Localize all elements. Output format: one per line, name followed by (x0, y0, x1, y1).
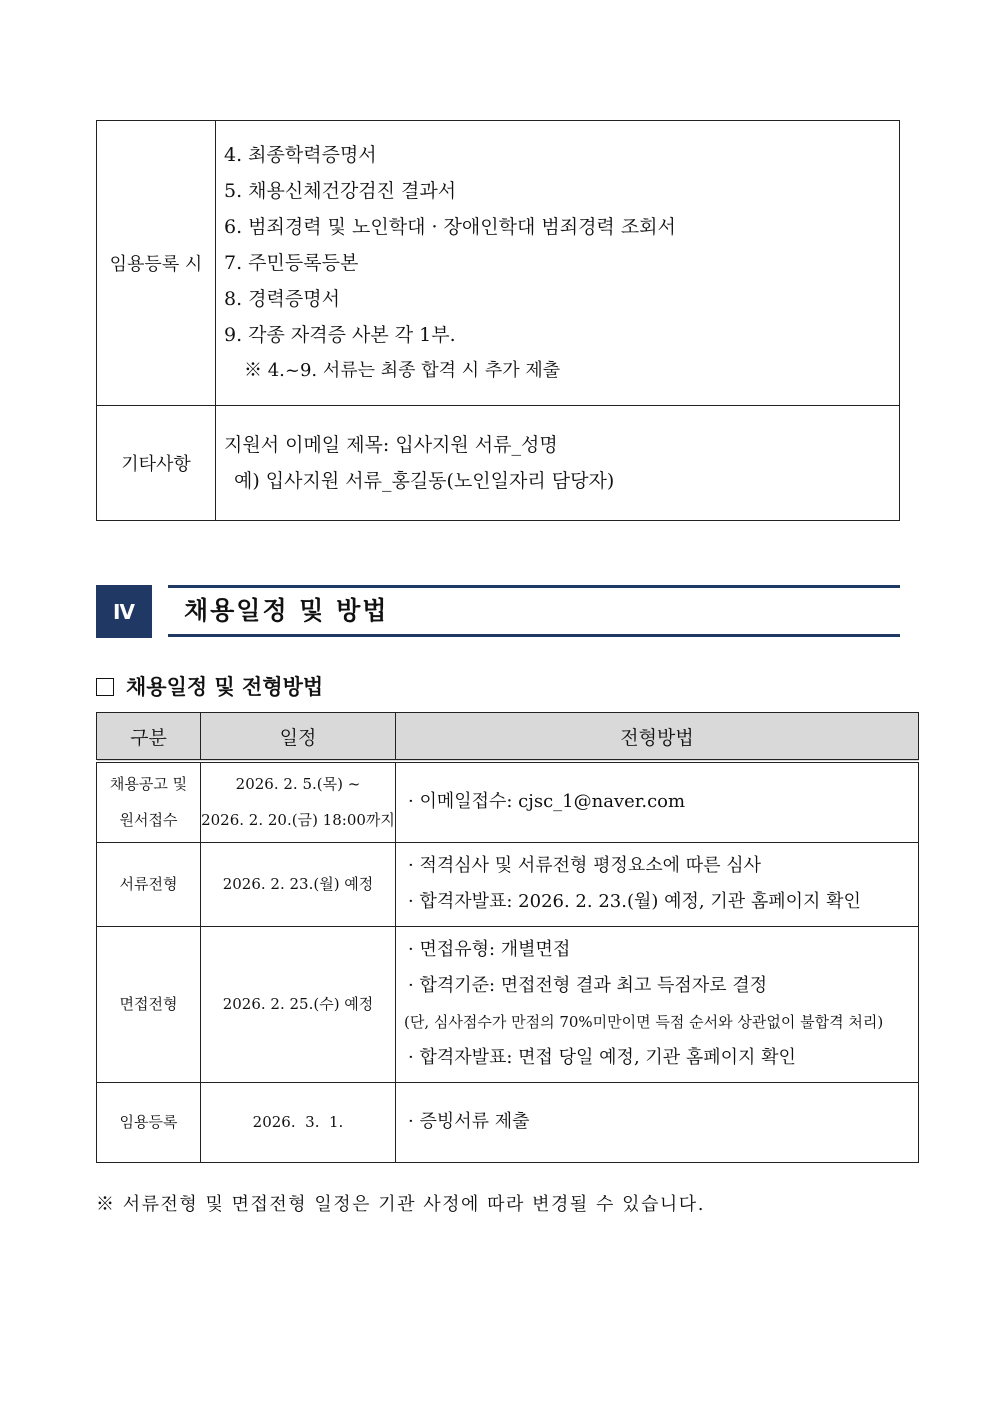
method-text: · 합격자발표: 2026. 2. 23.(월) 예정, 기관 홈페이지 확인 (408, 891, 861, 912)
subheading-text: 채용일정 및 전형방법 (126, 675, 324, 699)
method-text: · 적격심사 및 서류전형 평정요소에 따른 심사 (408, 855, 762, 876)
section-number-badge: Ⅳ (96, 585, 152, 638)
column-header: 일정 (201, 713, 396, 762)
section-title: 채용일정 및 방법 (184, 596, 389, 625)
row-label: 임용등록 시 (97, 121, 216, 406)
table-row (97, 121, 900, 406)
category-text: 서류전형 (119, 875, 178, 893)
category-cell (97, 1082, 201, 1162)
method-text: · 증빙서류 제출 (408, 1111, 530, 1132)
table-row (97, 926, 919, 1082)
category-text: 채용공고 및 (109, 775, 188, 794)
method-cell (396, 842, 919, 926)
column-header: 구분 (97, 713, 201, 762)
section-rule-top (168, 585, 900, 588)
footnote: ※ 서류전형 및 면접전형 일정은 기관 사정에 따라 변경될 수 있습니다. (96, 1194, 705, 1215)
table-row (97, 842, 919, 926)
category-cell (97, 761, 201, 842)
date-cell (201, 1082, 396, 1162)
category-cell (97, 842, 201, 926)
row-content (216, 406, 900, 521)
method-cell (396, 926, 919, 1082)
table-row (97, 761, 919, 842)
method-text: · 면접유형: 개별면접 (408, 939, 571, 960)
category-text: 임용등록 (119, 1113, 178, 1131)
subheading (96, 672, 323, 702)
email-subject-text: 지원서 이메일 제목: 입사지원 서류_성명 (224, 434, 558, 456)
date-text: 2026. 2. 20.(금) 18:00까지 (201, 811, 395, 830)
requirements-table (96, 120, 900, 521)
category-text: 원서접수 (119, 811, 178, 830)
method-text: (단, 심사점수가 만점의 70%미만이면 득점 순서와 상관없이 불합격 처리) (404, 1013, 884, 1031)
list-item: 7. 주민등록등본 (224, 252, 359, 274)
column-header: 전형방법 (396, 713, 919, 762)
example-text: 예) 입사지원 서류_홍길동(노인일자리 담당자) (234, 470, 615, 492)
list-item: 9. 각종 자격증 사본 각 1부. (224, 324, 456, 346)
date-cell (201, 842, 396, 926)
date-text: 2026. 3. 1. (252, 1113, 344, 1131)
table-header-row (97, 713, 919, 762)
list-item: 8. 경력증명서 (224, 288, 340, 310)
row-label: 기타사항 (97, 406, 216, 521)
date-text: 2026. 2. 23.(월) 예정 (222, 875, 374, 893)
schedule-table (96, 712, 919, 1163)
method-cell (396, 761, 919, 842)
section-rule-bottom (168, 634, 900, 637)
method-text: · 합격기준: 면접전형 결과 최고 득점자로 결정 (408, 975, 768, 996)
method-text: · 합격자발표: 면접 당일 예정, 기관 홈페이지 확인 (408, 1047, 796, 1068)
date-text: 2026. 2. 25.(수) 예정 (222, 995, 374, 1013)
table-row (97, 1082, 919, 1162)
method-text: · 이메일접수: cjsc_1@naver.com (408, 791, 686, 813)
row-content (216, 121, 900, 406)
date-cell (201, 926, 396, 1082)
category-cell (97, 926, 201, 1082)
date-cell (201, 761, 396, 842)
checkbox-square-icon (96, 678, 114, 696)
note-text: ※ 4.~9. 서류는 최종 합격 시 추가 제출 (244, 360, 561, 381)
list-item: 4. 최종학력증명서 (224, 144, 377, 166)
list-item: 6. 범죄경력 및 노인학대 · 장애인학대 범죄경력 조회서 (224, 216, 676, 238)
date-text: 2026. 2. 5.(목) ~ (235, 775, 361, 794)
list-item: 5. 채용신체건강검진 결과서 (224, 180, 457, 202)
method-cell (396, 1082, 919, 1162)
table-row (97, 406, 900, 521)
category-text: 면접전형 (119, 995, 178, 1013)
